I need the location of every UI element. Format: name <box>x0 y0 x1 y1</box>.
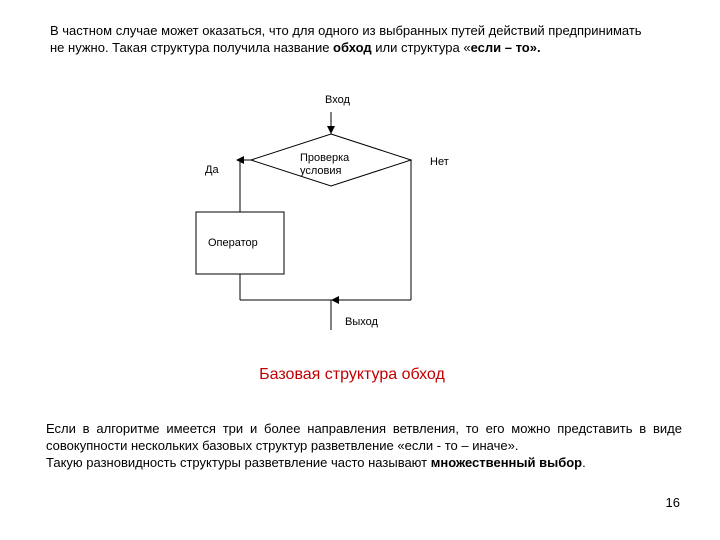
intro-text: не нужно. Такая структура получила название <box>50 40 334 55</box>
intro-line-1: В частном случае может оказаться, что для одного из выбранных путей действий предпринимать <box>50 23 642 38</box>
intro-text: или структура « <box>371 40 471 55</box>
outro-text: Такую разновидность структуры разветвление часто называют <box>46 455 431 470</box>
entry-arrowhead <box>327 126 335 134</box>
yes-label: Да <box>205 164 219 176</box>
figure-caption <box>0 366 720 384</box>
outro-sentence-1: Если в алгоритме имеется три и более направления ветвления, то его можно представить в виде совокупности нескольких базовых структур разветвление «если - то – иначе». <box>46 421 682 453</box>
outro-paragraph <box>46 420 682 471</box>
condition-label-line-2: условия <box>300 165 342 177</box>
figure-caption-text: Базовая структура обход <box>259 366 445 383</box>
exit-label: Выход <box>345 316 378 328</box>
term-multiple-choice: множественный выбор <box>430 455 583 470</box>
outro-text: . <box>582 455 586 470</box>
condition-label-line-1: Проверка <box>300 152 350 164</box>
entry-label: Вход <box>325 94 350 106</box>
no-label: Нет <box>430 156 449 168</box>
operator-label: Оператор <box>208 237 258 249</box>
term-if-then: если – то». <box>470 40 541 55</box>
page-number: 16 <box>665 495 680 510</box>
merge-arrowhead <box>331 296 339 304</box>
term-bypass: обход <box>333 40 372 55</box>
outro-sentence-2 <box>46 454 682 471</box>
